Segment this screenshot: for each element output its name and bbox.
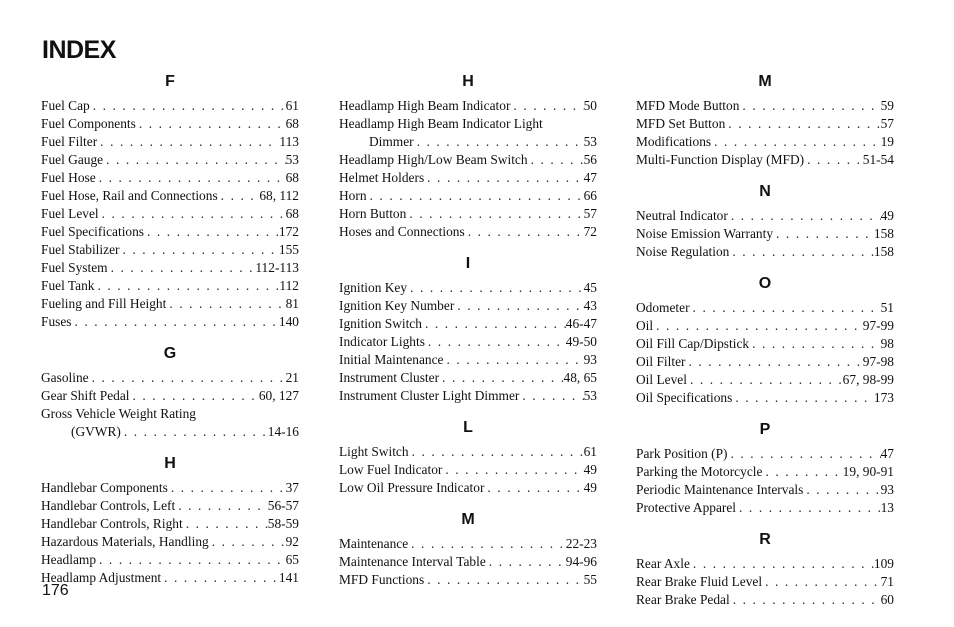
section-letter-heading: H bbox=[462, 73, 474, 90]
index-entry-list bbox=[339, 97, 597, 241]
dot-leader bbox=[804, 151, 863, 169]
dot-leader bbox=[89, 369, 286, 387]
dot-leader bbox=[484, 479, 583, 497]
section-letter-heading: M bbox=[461, 511, 475, 528]
index-page-ref: 49 bbox=[583, 480, 597, 495]
index-term: Fuel Filter bbox=[41, 134, 98, 149]
index-page-ref: 68 bbox=[285, 206, 299, 221]
index-entry bbox=[636, 389, 894, 407]
index-term: Gross Vehicle Weight Rating bbox=[41, 406, 197, 421]
index-entry bbox=[636, 555, 894, 573]
dot-leader bbox=[72, 313, 279, 331]
dot-leader bbox=[762, 573, 881, 591]
dot-leader bbox=[528, 151, 584, 169]
index-entry bbox=[339, 461, 597, 479]
section-letter-heading: I bbox=[465, 255, 471, 272]
page-number: 176 bbox=[42, 582, 69, 599]
index-entry-list bbox=[636, 445, 894, 517]
index-page-ref: 21 bbox=[285, 370, 299, 385]
index-term-second-line: Dimmer bbox=[369, 134, 414, 149]
index-entry bbox=[636, 591, 894, 609]
dot-leader bbox=[454, 297, 583, 315]
index-page-ref: 92 bbox=[285, 534, 299, 549]
dot-leader bbox=[408, 535, 566, 553]
index-page-ref: 140 bbox=[278, 314, 299, 329]
dot-leader bbox=[732, 389, 874, 407]
index-term-second-line: (GVWR) bbox=[71, 424, 121, 439]
index-entry bbox=[41, 295, 299, 313]
section-letter-heading: R bbox=[759, 531, 771, 548]
index-page-ref: 65 bbox=[285, 552, 299, 567]
index-term: Hoses and Connections bbox=[339, 224, 465, 239]
index-entry bbox=[41, 533, 299, 551]
page-title: INDEX bbox=[42, 36, 116, 64]
index-page-ref: 14-16 bbox=[267, 424, 299, 439]
index-term: Ignition Switch bbox=[339, 316, 422, 331]
index-page-ref: 47 bbox=[880, 446, 894, 461]
dot-leader bbox=[406, 205, 583, 223]
section-letter-heading: L bbox=[463, 419, 473, 436]
dot-leader bbox=[209, 533, 286, 551]
index-term: Ignition Key bbox=[339, 280, 408, 295]
index-page-ref: 43 bbox=[583, 298, 597, 313]
dot-leader bbox=[486, 553, 566, 571]
index-page-ref: 55 bbox=[583, 572, 597, 587]
index-entry bbox=[636, 115, 894, 133]
index-term: Oil Fill Cap/Dipstick bbox=[636, 336, 750, 351]
index-page-ref: 56-57 bbox=[267, 498, 299, 513]
index-page-ref: 68 bbox=[285, 116, 299, 131]
index-term: Headlamp High Beam Indicator bbox=[339, 98, 511, 113]
index-term: Maintenance bbox=[339, 536, 409, 551]
dot-leader bbox=[136, 115, 286, 133]
dot-leader bbox=[425, 333, 566, 351]
index-term: Rear Brake Pedal bbox=[636, 592, 730, 607]
index-page-ref: 93 bbox=[583, 352, 597, 367]
index-page-ref: 57 bbox=[583, 206, 597, 221]
index-page-ref: 158 bbox=[873, 244, 894, 259]
index-entry bbox=[636, 151, 894, 169]
index-entry bbox=[636, 463, 894, 481]
dot-leader bbox=[96, 551, 286, 569]
index-page-ref: 61 bbox=[583, 444, 597, 459]
index-entry bbox=[41, 515, 299, 533]
index-page-ref: 51-54 bbox=[862, 152, 894, 167]
dot-leader bbox=[736, 499, 881, 517]
index-entry bbox=[41, 115, 299, 133]
index-entry bbox=[41, 369, 299, 387]
dot-leader bbox=[439, 369, 563, 387]
dot-leader bbox=[103, 151, 286, 169]
index-term: Fuel Hose bbox=[41, 170, 96, 185]
index-term: Handlebar Controls, Left bbox=[41, 498, 176, 513]
dot-leader bbox=[407, 279, 584, 297]
dot-leader bbox=[749, 335, 881, 353]
index-page-ref: 113 bbox=[279, 134, 299, 149]
index-page-ref: 53 bbox=[583, 388, 597, 403]
index-entry bbox=[339, 297, 597, 315]
index-term: Fueling and Fill Height bbox=[41, 296, 167, 311]
index-term: Initial Maintenance bbox=[339, 352, 444, 367]
index-term: Instrument Cluster bbox=[339, 370, 440, 385]
index-term: Fuel Cap bbox=[41, 98, 90, 113]
dot-leader bbox=[711, 133, 880, 151]
index-entry bbox=[339, 351, 597, 369]
index-entry bbox=[41, 479, 299, 497]
dot-leader bbox=[653, 317, 863, 335]
index-term: MFD Mode Button bbox=[636, 98, 740, 113]
index-term: Headlamp Adjustment bbox=[41, 570, 162, 585]
index-entry-list bbox=[636, 97, 894, 169]
index-page-ref: 94-96 bbox=[565, 554, 597, 569]
index-term: Headlamp bbox=[41, 552, 97, 567]
index-page-ref: 173 bbox=[873, 390, 894, 405]
dot-leader bbox=[690, 299, 881, 317]
index-page-ref: 53 bbox=[583, 134, 597, 149]
index-page-ref: 13 bbox=[880, 500, 894, 515]
index-entry bbox=[636, 299, 894, 317]
index-term: Hazardous Materials, Handling bbox=[41, 534, 209, 549]
index-page-ref: 72 bbox=[583, 224, 597, 239]
section-letter-heading: M bbox=[758, 73, 772, 90]
index-term: Fuel Tank bbox=[41, 278, 95, 293]
index-entry bbox=[339, 151, 597, 169]
index-term: Oil Level bbox=[636, 372, 687, 387]
index-term: Horn bbox=[339, 188, 367, 203]
index-page-ref: 155 bbox=[278, 242, 299, 257]
index-entry bbox=[339, 443, 597, 461]
index-entry bbox=[339, 479, 597, 497]
index-entry bbox=[339, 571, 597, 589]
index-page-ref: 57 bbox=[880, 116, 894, 131]
dot-leader bbox=[96, 169, 286, 187]
index-term: Noise Regulation bbox=[636, 244, 730, 259]
dot-leader bbox=[773, 225, 874, 243]
dot-leader bbox=[762, 463, 842, 481]
index-entry-list bbox=[339, 535, 597, 589]
index-term-continuation bbox=[339, 133, 597, 151]
dot-leader bbox=[166, 295, 285, 313]
index-entry bbox=[636, 97, 894, 115]
index-entry bbox=[339, 279, 597, 297]
index-term: Multi-Function Display (MFD) bbox=[636, 152, 805, 167]
index-page-ref: 59 bbox=[880, 98, 894, 113]
index-page-ref: 112-113 bbox=[255, 260, 299, 275]
index-entry bbox=[339, 205, 597, 223]
index-entry bbox=[636, 499, 894, 517]
index-column-1 bbox=[41, 71, 299, 599]
index-term: Rear Axle bbox=[636, 556, 690, 571]
index-entry bbox=[41, 387, 299, 405]
index-entry bbox=[41, 569, 299, 587]
index-entry bbox=[339, 535, 597, 553]
dot-leader bbox=[728, 445, 881, 463]
dot-leader bbox=[108, 259, 256, 277]
index-entry bbox=[41, 277, 299, 295]
index-entry-list bbox=[41, 369, 299, 441]
index-entry bbox=[339, 97, 597, 115]
index-entry bbox=[41, 205, 299, 223]
index-term: Gasoline bbox=[41, 370, 89, 385]
dot-leader bbox=[97, 133, 279, 151]
dot-leader bbox=[422, 315, 566, 333]
index-entry bbox=[339, 553, 597, 571]
index-term: Fuel Hose, Rail and Connections bbox=[41, 188, 218, 203]
index-page-ref: 37 bbox=[285, 480, 299, 495]
dot-leader bbox=[687, 371, 843, 389]
index-entry bbox=[339, 115, 597, 151]
index-page-ref: 141 bbox=[278, 570, 299, 585]
index-term: Handlebar Controls, Right bbox=[41, 516, 183, 531]
index-term: Protective Apparel bbox=[636, 500, 737, 515]
index-page-ref: 158 bbox=[873, 226, 894, 241]
dot-leader bbox=[168, 479, 286, 497]
index-term: Fuses bbox=[41, 314, 72, 329]
index-page-ref: 67, 98-99 bbox=[842, 372, 894, 387]
index-entry-list bbox=[636, 555, 894, 609]
index-entry-list bbox=[339, 443, 597, 497]
dot-leader bbox=[95, 277, 280, 295]
index-entry bbox=[339, 223, 597, 241]
index-page-ref: 19, 90-91 bbox=[842, 464, 894, 479]
dot-leader bbox=[519, 387, 583, 405]
index-term: Fuel Specifications bbox=[41, 224, 145, 239]
index-page-ref: 49 bbox=[880, 208, 894, 223]
index-page-ref: 98 bbox=[880, 336, 894, 351]
dot-leader bbox=[130, 387, 259, 405]
index-term: Noise Emission Warranty bbox=[636, 226, 774, 241]
index-term: Fuel Components bbox=[41, 116, 136, 131]
index-page-ref: 71 bbox=[880, 574, 894, 589]
section-letter-heading: N bbox=[759, 183, 771, 200]
index-entry bbox=[41, 151, 299, 169]
index-entry bbox=[41, 97, 299, 115]
index-entry bbox=[41, 551, 299, 569]
index-term: Maintenance Interval Table bbox=[339, 554, 486, 569]
index-entry bbox=[636, 371, 894, 389]
index-entry bbox=[41, 223, 299, 241]
index-entry bbox=[41, 259, 299, 277]
dot-leader bbox=[729, 243, 874, 261]
index-page-ref: 58-59 bbox=[267, 516, 299, 531]
index-page-ref: 51 bbox=[880, 300, 894, 315]
index-entry bbox=[636, 133, 894, 151]
index-term: MFD Functions bbox=[339, 572, 425, 587]
index-term: Low Fuel Indicator bbox=[339, 462, 443, 477]
dot-leader bbox=[730, 591, 881, 609]
index-term: Fuel System bbox=[41, 260, 108, 275]
dot-leader bbox=[121, 423, 268, 441]
index-entry bbox=[636, 573, 894, 591]
index-term: MFD Set Button bbox=[636, 116, 726, 131]
index-entry bbox=[636, 317, 894, 335]
dot-leader bbox=[144, 223, 279, 241]
index-entry bbox=[636, 243, 894, 261]
dot-leader bbox=[409, 443, 584, 461]
index-term: Oil Specifications bbox=[636, 390, 733, 405]
index-term: Low Oil Pressure Indicator bbox=[339, 480, 485, 495]
index-page-ref: 53 bbox=[285, 152, 299, 167]
section-letter-heading: P bbox=[759, 421, 771, 438]
index-term: Odometer bbox=[636, 300, 690, 315]
index-entry bbox=[636, 481, 894, 499]
index-entry bbox=[41, 133, 299, 151]
index-page-ref: 68, 112 bbox=[259, 188, 299, 203]
section-letter-heading: H bbox=[164, 455, 176, 472]
index-term: Neutral Indicator bbox=[636, 208, 728, 223]
index-entry bbox=[41, 313, 299, 331]
section-letter-heading: G bbox=[163, 345, 177, 362]
index-entry bbox=[636, 353, 894, 371]
section-letter-heading: F bbox=[165, 73, 175, 90]
index-page-ref: 46-47 bbox=[565, 316, 597, 331]
index-page-ref: 109 bbox=[873, 556, 894, 571]
index-term: Park Position (P) bbox=[636, 446, 728, 461]
dot-leader bbox=[465, 223, 584, 241]
index-page-ref: 112 bbox=[279, 278, 299, 293]
index-term: Handlebar Components bbox=[41, 480, 168, 495]
dot-leader bbox=[175, 497, 268, 515]
index-term: Indicator Lights bbox=[339, 334, 425, 349]
index-entry-list bbox=[339, 279, 597, 405]
dot-leader bbox=[803, 481, 880, 499]
dot-leader bbox=[367, 187, 584, 205]
index-term: Parking the Motorcycle bbox=[636, 464, 763, 479]
index-entry bbox=[636, 207, 894, 225]
index-entry bbox=[636, 225, 894, 243]
index-page-ref: 47 bbox=[583, 170, 597, 185]
index-entry bbox=[339, 333, 597, 351]
dot-leader bbox=[218, 187, 260, 205]
dot-leader bbox=[442, 461, 583, 479]
index-entry bbox=[339, 169, 597, 187]
index-column-2 bbox=[339, 71, 597, 601]
index-column-3 bbox=[636, 71, 894, 621]
index-term: Instrument Cluster Light Dimmer bbox=[339, 388, 520, 403]
index-entry-list bbox=[41, 97, 299, 331]
dot-leader bbox=[443, 351, 583, 369]
index-page-ref: 50 bbox=[583, 98, 597, 113]
dot-leader bbox=[90, 97, 286, 115]
index-term: Oil bbox=[636, 318, 654, 333]
dot-leader bbox=[183, 515, 268, 533]
dot-leader bbox=[725, 115, 880, 133]
index-page-ref: 45 bbox=[583, 280, 597, 295]
index-term: Oil Filter bbox=[636, 354, 686, 369]
index-page-ref: 81 bbox=[285, 296, 299, 311]
index-entry bbox=[339, 187, 597, 205]
index-page-ref: 56 bbox=[583, 152, 597, 167]
index-entry bbox=[41, 187, 299, 205]
dot-leader bbox=[424, 571, 583, 589]
index-term: Helmet Holders bbox=[339, 170, 425, 185]
index-term: Gear Shift Pedal bbox=[41, 388, 130, 403]
index-entry-list bbox=[636, 207, 894, 261]
index-term: Fuel Stabilizer bbox=[41, 242, 120, 257]
index-term: Headlamp High Beam Indicator Light bbox=[339, 116, 543, 131]
index-page-ref: 60 bbox=[880, 592, 894, 607]
index-entry bbox=[41, 169, 299, 187]
index-term: Rear Brake Fluid Level bbox=[636, 574, 763, 589]
index-entry bbox=[41, 405, 299, 441]
index-term: Fuel Gauge bbox=[41, 152, 104, 167]
section-letter-heading: O bbox=[758, 275, 772, 292]
index-page-ref: 60, 127 bbox=[258, 388, 299, 403]
index-entry bbox=[41, 241, 299, 259]
index-term: Ignition Key Number bbox=[339, 298, 455, 313]
index-page-ref: 66 bbox=[583, 188, 597, 203]
index-entry bbox=[636, 445, 894, 463]
index-term: Headlamp High/Low Beam Switch bbox=[339, 152, 528, 167]
index-entry-list bbox=[636, 299, 894, 407]
index-page-ref: 48, 65 bbox=[563, 370, 597, 385]
index-page-ref: 19 bbox=[880, 134, 894, 149]
index-entry bbox=[339, 315, 597, 333]
index-page-ref: 49 bbox=[583, 462, 597, 477]
index-term-continuation bbox=[41, 423, 299, 441]
index-page-ref: 61 bbox=[285, 98, 299, 113]
index-page-ref: 97-99 bbox=[862, 318, 894, 333]
dot-leader bbox=[739, 97, 880, 115]
dot-leader bbox=[414, 133, 584, 151]
index-term: Modifications bbox=[636, 134, 712, 149]
dot-leader bbox=[728, 207, 881, 225]
index-page-ref: 97-98 bbox=[862, 354, 894, 369]
dot-leader bbox=[119, 241, 278, 259]
dot-leader bbox=[161, 569, 279, 587]
index-term: Periodic Maintenance Intervals bbox=[636, 482, 804, 497]
index-entry bbox=[339, 369, 597, 387]
index-term: Horn Button bbox=[339, 206, 407, 221]
index-page-ref: 68 bbox=[285, 170, 299, 185]
index-page-ref: 49-50 bbox=[565, 334, 597, 349]
dot-leader bbox=[685, 353, 862, 371]
index-entry bbox=[41, 497, 299, 515]
dot-leader bbox=[424, 169, 583, 187]
dot-leader bbox=[510, 97, 583, 115]
index-term: Fuel Level bbox=[41, 206, 99, 221]
index-page-ref: 93 bbox=[880, 482, 894, 497]
index-term: Light Switch bbox=[339, 444, 409, 459]
index-entry bbox=[636, 335, 894, 353]
dot-leader bbox=[99, 205, 286, 223]
index-entry bbox=[339, 387, 597, 405]
index-entry-list bbox=[41, 479, 299, 587]
index-page-ref: 22-23 bbox=[565, 536, 597, 551]
index-page-ref: 172 bbox=[278, 224, 299, 239]
dot-leader bbox=[690, 555, 874, 573]
